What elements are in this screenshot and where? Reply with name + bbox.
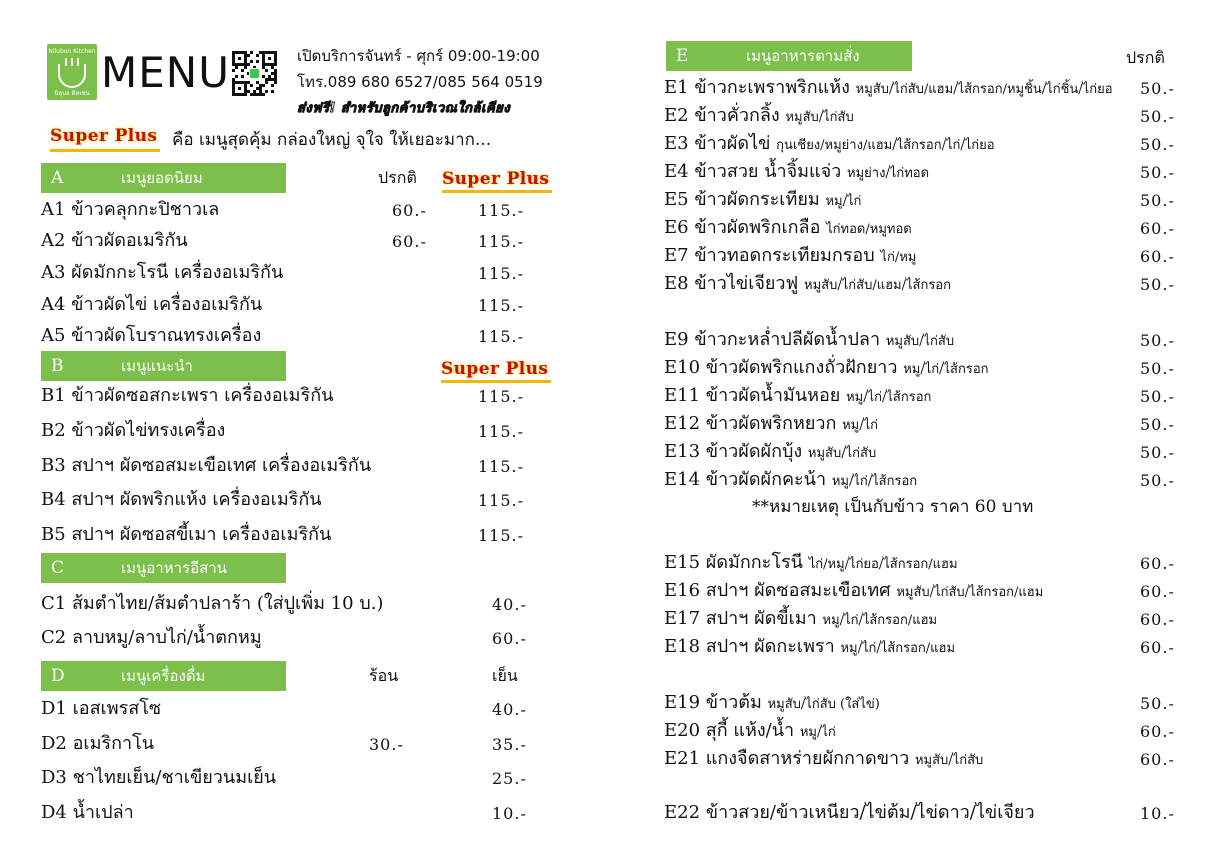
price: 50.- bbox=[1140, 387, 1175, 406]
item-name: E1 ข้าวกะเพราพริกแห้ง bbox=[664, 77, 850, 98]
item-options: หมู/ไก่/ไส้กรอก bbox=[846, 390, 932, 405]
item-name: E21 แกงจืดสาหร่ายผักกาดขาว bbox=[664, 748, 910, 769]
column-hot: ร้อน bbox=[369, 666, 399, 685]
item-options: หมูสับ/ไก่สับ (ใส่ไข่) bbox=[767, 697, 880, 712]
super-plus-underline bbox=[50, 149, 160, 152]
item-name: E7 ข้าวทอดกระเทียมกรอบ bbox=[664, 245, 875, 266]
item-options: หมู/ไก่/ไส้กรอก bbox=[831, 474, 918, 489]
menu-item-a2: A2 ข้าวผัดอเมริกัน bbox=[41, 230, 188, 251]
menu-item-e9 bbox=[664, 328, 954, 354]
price-super: 115.- bbox=[478, 232, 525, 251]
price-super: 115.- bbox=[478, 422, 525, 441]
section-letter: B bbox=[51, 356, 64, 376]
item-options: ไก่/หมู/ไก่ยอ/ไส้กรอก/แฮม bbox=[808, 557, 958, 572]
price: 60.- bbox=[1140, 610, 1175, 629]
menu-item-e22 bbox=[664, 801, 1035, 827]
column-regular: ปรกติ bbox=[1126, 48, 1165, 67]
menu-item-b1: B1 ข้าวผัดซอสกะเพรา เครื่องอเมริกัน bbox=[41, 385, 334, 406]
section-d-header bbox=[41, 661, 286, 691]
item-name: E12 ข้าวผัดพริกหยวก bbox=[664, 413, 837, 434]
price: 60.- bbox=[1140, 554, 1175, 573]
item-name: E19 ข้าวต้ม bbox=[664, 692, 762, 713]
menu-item-b3: B3 สปาฯ ผัดซอสมะเขือเทศ เครื่องอเมริกัน bbox=[41, 455, 372, 476]
item-name: E18 สปาฯ ผัดกะเพรา bbox=[664, 636, 835, 657]
menu-item-e13 bbox=[664, 440, 876, 466]
item-options: หมู/ไก่ bbox=[799, 725, 836, 740]
price: 40.- bbox=[492, 595, 527, 614]
super-plus-underline bbox=[442, 190, 552, 193]
price-super: 115.- bbox=[478, 491, 525, 510]
item-options: หมู/ไก่/ไส้กรอก bbox=[903, 362, 989, 377]
menu-item-e7 bbox=[664, 244, 916, 270]
price-super: 115.- bbox=[478, 526, 525, 545]
line-app-icon bbox=[249, 68, 260, 79]
price: 50.- bbox=[1140, 694, 1175, 713]
section-e-header bbox=[666, 41, 912, 71]
item-name: E3 ข้าวผัดไข่ bbox=[664, 133, 771, 154]
menu-item-e20 bbox=[664, 719, 836, 745]
item-name: E20 สุกี้ แห้ง/น้ำ bbox=[664, 720, 795, 741]
item-name: E11 ข้าวผัดน้ำมันหอย bbox=[664, 385, 841, 406]
menu-item-a3: A3 ผัดมักกะโรนี เครื่องอเมริกัน bbox=[41, 262, 284, 283]
super-plus-badge: Super Plus bbox=[50, 126, 158, 146]
menu-item-e6 bbox=[664, 216, 912, 242]
menu-item-e4 bbox=[664, 160, 929, 186]
price: 60.- bbox=[1140, 722, 1175, 741]
item-name: E4 ข้าวสวย น้ำจิ้มแจ่ว bbox=[664, 161, 842, 182]
shop-logo bbox=[47, 44, 97, 100]
menu-item-c2: C2 ลาบหมู/ลาบไก่/น้ำตกหมู bbox=[41, 627, 262, 648]
price: 50.- bbox=[1140, 191, 1175, 210]
item-options: ไก่/หมู bbox=[880, 250, 917, 265]
item-options: หมูสับ/ไก่สับ/แฮม/ไส้กรอก bbox=[804, 278, 951, 293]
section-c-header bbox=[41, 553, 286, 583]
price: 50.- bbox=[1140, 471, 1175, 490]
price: 60.- bbox=[1140, 247, 1175, 266]
menu-item-e14 bbox=[664, 468, 917, 494]
item-name: E14 ข้าวผัดผักคะน้า bbox=[664, 469, 827, 490]
item-options: หมูสับ/ไก่สับ/แฮม/ไส้กรอก/หมูชิ้น/ไก่ชิ้น/ไก่ยอ bbox=[855, 82, 1113, 97]
menu-item-e11 bbox=[664, 384, 931, 410]
free-delivery-note: ส่งฟรี! สำหรับลูกค้าบริเวณใกล้เคียง bbox=[297, 101, 511, 116]
menu-item-d1: D1 เอสเพรสโซ bbox=[41, 698, 162, 719]
item-name: E16 สปาฯ ผัดซอสมะเขือเทศ bbox=[664, 580, 891, 601]
price: 50.- bbox=[1140, 443, 1175, 462]
super-plus-underline bbox=[441, 380, 551, 383]
section-title: เมนูแนะนำ bbox=[121, 357, 193, 375]
item-name: E9 ข้าวกะหล่ำปลีผัดน้ำปลา bbox=[664, 329, 881, 350]
menu-item-c1: C1 ส้มตำไทย/ส้มตำปลาร้า (ใส่ปูเพิ่ม 10 บ.) bbox=[41, 593, 384, 614]
price-cold: 10.- bbox=[492, 804, 527, 823]
menu-item-e19 bbox=[664, 691, 880, 717]
item-options: หมู/ไก่/ไส้กรอก/แฮม bbox=[840, 641, 956, 656]
menu-item-a4: A4 ข้าวผัดไข่ เครื่องอเมริกัน bbox=[41, 294, 263, 315]
section-a-header bbox=[41, 163, 286, 193]
item-options: หมูสับ/ไก่สับ bbox=[914, 753, 984, 768]
item-options: หมูย่าง/ไก่ทอด bbox=[847, 166, 930, 181]
price-cold: 40.- bbox=[492, 700, 527, 719]
price: 50.- bbox=[1140, 275, 1175, 294]
menu-item-e10 bbox=[664, 356, 989, 382]
price-super: 115.- bbox=[478, 387, 525, 406]
column-super-plus: Super Plus bbox=[441, 359, 549, 379]
menu-item-e18 bbox=[664, 635, 955, 661]
menu-item-e8 bbox=[664, 272, 951, 298]
price: 60.- bbox=[1140, 582, 1175, 601]
item-name: E6 ข้าวผัดพริกเกลือ bbox=[664, 217, 821, 238]
item-options: หมูสับ/ไก่สับ bbox=[885, 334, 955, 349]
menu-item-e3 bbox=[664, 132, 995, 158]
item-name: E8 ข้าวไข่เจียวฟู bbox=[664, 273, 799, 294]
price-cold: 35.- bbox=[492, 735, 527, 754]
price: 60.- bbox=[1140, 219, 1175, 238]
price-cold: 25.- bbox=[492, 769, 527, 788]
logo-text-en: Nilubon Kitchen bbox=[48, 48, 96, 55]
price-super: 115.- bbox=[478, 327, 525, 346]
menu-item-b4: B4 สปาฯ ผัดพริกแห้ง เครื่องอเมริกัน bbox=[41, 489, 322, 510]
section-title: เมนูอาหารอีสาน bbox=[121, 559, 227, 577]
menu-item-b5: B5 สปาฯ ผัดซอสขี้เมา เครื่องอเมริกัน bbox=[41, 524, 332, 545]
section-b-header bbox=[41, 351, 286, 381]
item-options: หมูสับ/ไก่สับ/ไส้กรอก/แฮม bbox=[896, 585, 1044, 600]
price: 60.- bbox=[492, 629, 527, 648]
item-options: กุนเชียง/หมูย่าง/แฮม/ไส้กรอก/ไก่/ไก่ยอ bbox=[776, 138, 995, 153]
price: 50.- bbox=[1140, 331, 1175, 350]
price: 10.- bbox=[1140, 804, 1175, 823]
item-name: E17 สปาฯ ผัดขี้เมา bbox=[664, 608, 817, 629]
menu-item-d2: D2 อเมริกาโน bbox=[41, 733, 155, 754]
price: 50.- bbox=[1140, 359, 1175, 378]
menu-item-e1 bbox=[664, 76, 1113, 102]
section-title: เมนูเครื่องดื่ม bbox=[121, 667, 206, 685]
column-cold: เย็น bbox=[492, 666, 518, 685]
item-options: ไก่ทอด/หมูทอด bbox=[826, 222, 912, 237]
item-name: E2 ข้าวคั่วกลิ้ง bbox=[664, 105, 780, 126]
logo-text-th: นิลุบล คิทเช่น bbox=[54, 90, 90, 97]
side-dish-note: **หมายเหตุ เป็นกับข้าว ราคา 60 บาท bbox=[752, 497, 1034, 517]
menu-item-e12 bbox=[664, 412, 878, 438]
price: 50.- bbox=[1140, 79, 1175, 98]
menu-item-a5: A5 ข้าวผัดโบราณทรงเครื่อง bbox=[41, 325, 262, 346]
column-regular: ปรกติ bbox=[378, 168, 417, 187]
price: 50.- bbox=[1140, 107, 1175, 126]
item-name: E5 ข้าวผัดกระเทียม bbox=[664, 189, 820, 210]
item-options: หมูสับ/ไก่สับ bbox=[807, 446, 877, 461]
menu-item-d4: D4 น้ำเปล่า bbox=[41, 802, 134, 823]
price-super: 115.- bbox=[478, 201, 525, 220]
qr-code-icon[interactable] bbox=[231, 50, 278, 98]
menu-item-e21 bbox=[664, 747, 983, 773]
price-regular: 60.- bbox=[392, 201, 427, 220]
price: 60.- bbox=[1140, 638, 1175, 657]
item-options: หมู/ไก่/ไส้กรอก/แฮม bbox=[822, 613, 938, 628]
price-regular: 60.- bbox=[392, 232, 427, 251]
item-name: E15 ผัดมักกะโรนี bbox=[664, 552, 803, 573]
super-plus-description: คือ เมนูสุดคุ้ม กล่องใหญ่ จุใจ ให้เยอะมาก... bbox=[172, 130, 492, 150]
item-options: หมูสับ/ไก่สับ bbox=[785, 110, 854, 125]
price: 50.- bbox=[1140, 163, 1175, 182]
phone-numbers: โทร.089 680 6527/085 564 0519 bbox=[297, 73, 543, 91]
item-name: E22 ข้าวสวย/ข้าวเหนียว/ไข่ต้ม/ไข่ดาว/ไข่เจียว bbox=[664, 802, 1035, 823]
section-title: เมนูอาหารตามสั่ง bbox=[746, 47, 860, 65]
menu-item-b2: B2 ข้าวผัดไข่ทรงเครื่อง bbox=[41, 420, 226, 441]
price-hot: 30.- bbox=[369, 735, 404, 754]
section-letter: C bbox=[51, 558, 65, 578]
section-letter: E bbox=[676, 46, 689, 66]
section-letter: A bbox=[51, 168, 64, 188]
menu-item-e16 bbox=[664, 579, 1043, 605]
menu-item-e5 bbox=[664, 188, 861, 214]
item-options: หมู/ไก่ bbox=[842, 418, 879, 433]
item-name: E13 ข้าวผัดผักบุ้ง bbox=[664, 441, 803, 462]
price: 60.- bbox=[1140, 750, 1175, 769]
item-name: E10 ข้าวผัดพริกแกงถั่วฝักยาว bbox=[664, 357, 898, 378]
price: 50.- bbox=[1140, 415, 1175, 434]
price-super: 115.- bbox=[478, 264, 525, 283]
bowl-icon bbox=[58, 64, 86, 88]
menu-item-a1: A1 ข้าวคลุกกะปิชาวเล bbox=[41, 199, 220, 220]
menu-item-e2 bbox=[664, 104, 854, 130]
price: 50.- bbox=[1140, 135, 1175, 154]
section-title: เมนูยอดนิยม bbox=[121, 169, 203, 187]
column-super-plus: Super Plus bbox=[442, 169, 550, 189]
menu-item-d3: D3 ชาไทยเย็น/ชาเขียวนมเย็น bbox=[41, 767, 277, 788]
menu-item-e17 bbox=[664, 607, 937, 633]
menu-item-e15 bbox=[664, 551, 958, 577]
item-options: หมู/ไก่ bbox=[825, 194, 862, 209]
opening-hours: เปิดบริการจันทร์ - ศุกร์ 09:00-19:00 bbox=[297, 47, 540, 65]
price-super: 115.- bbox=[478, 457, 525, 476]
section-letter: D bbox=[51, 666, 65, 686]
menu-title: MENU bbox=[101, 48, 230, 97]
price-super: 115.- bbox=[478, 296, 525, 315]
